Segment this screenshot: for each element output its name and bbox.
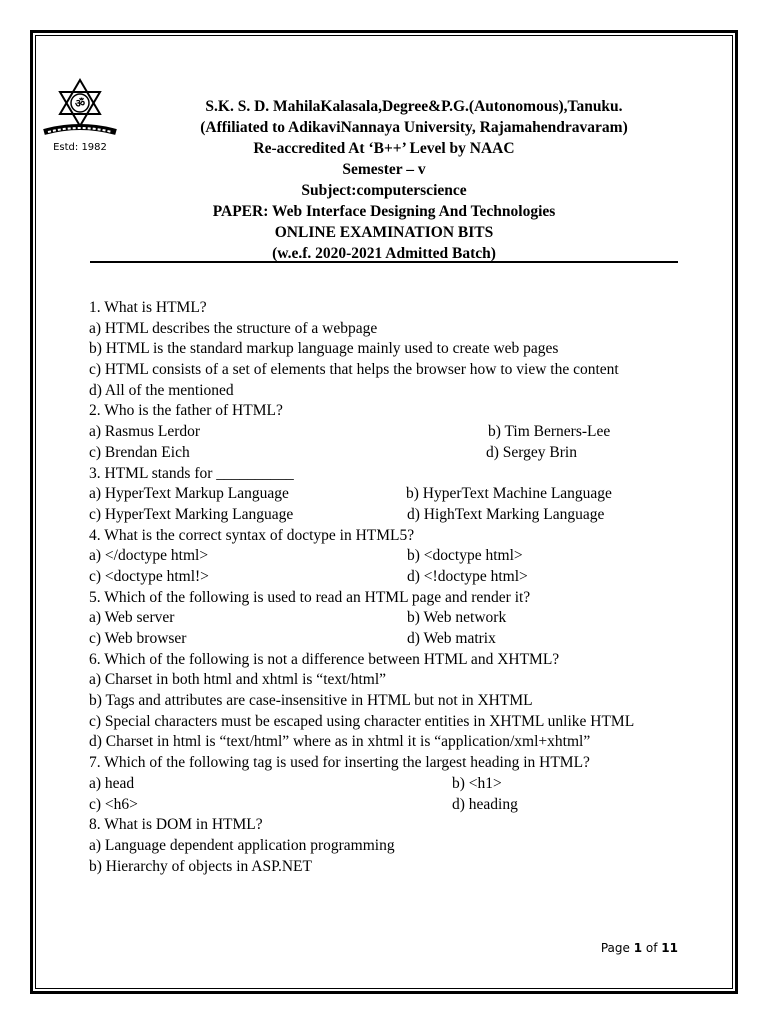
question-8: 8. What is DOM in HTML? bbox=[89, 816, 263, 834]
option: c) Special characters must be escaped using character entities in XHTML unlike HTML bbox=[89, 712, 635, 730]
svg-text:ॐ: ॐ bbox=[74, 97, 86, 110]
option: a) Rasmus Lerdor bbox=[89, 423, 201, 441]
question-2: 2. Who is the father of HTML? bbox=[89, 402, 283, 420]
affiliation: (Affiliated to AdikaviNannaya University, Rajamahendravaram) bbox=[200, 119, 628, 136]
option: a) HTML describes the structure of a webpage bbox=[89, 319, 378, 337]
header-divider bbox=[90, 261, 678, 263]
option-row bbox=[89, 546, 689, 567]
option: c) Web browser bbox=[89, 630, 187, 648]
option: c) HTML consists of a set of elements that helps the browser how to view the content bbox=[89, 361, 619, 379]
question-7: 7. Which of the following tag is used for inserting the largest heading in HTML? bbox=[89, 754, 590, 772]
option: a) head bbox=[89, 774, 135, 792]
option: d) Charset in html is “text/html” where as in xhtml it is “application/xml+xhtml” bbox=[89, 733, 591, 751]
option: d) Sergey Brin bbox=[486, 443, 577, 461]
option-row bbox=[89, 774, 689, 795]
semester: Semester – v bbox=[342, 161, 426, 178]
option-row bbox=[89, 629, 689, 650]
option: a) Charset in both html and xhtml is “text/html” bbox=[89, 671, 387, 689]
option-row bbox=[89, 567, 689, 588]
option: b) HTML is the standard markup language mainly used to create web pages bbox=[89, 340, 559, 358]
option: b) Hierarchy of objects in ASP.NET bbox=[89, 857, 312, 875]
option: a) HyperText Markup Language bbox=[89, 485, 289, 503]
option: d) HighText Marking Language bbox=[407, 505, 605, 523]
question-6: 6. Which of the following is not a difference between HTML and XHTML? bbox=[89, 650, 560, 668]
current-page: 1 bbox=[633, 941, 643, 955]
college-name: S.K. S. D. MahilaKalasala,Degree&P.G.(Autonomous),Tanuku. bbox=[205, 98, 623, 115]
option: b) <doctype html> bbox=[407, 547, 523, 565]
subject: Subject:computerscience bbox=[301, 182, 467, 199]
of-word: of bbox=[645, 941, 658, 955]
option: c) <doctype html!> bbox=[89, 567, 209, 585]
question-3: 3. HTML stands for __________ bbox=[89, 464, 294, 482]
option: a) </doctype html> bbox=[89, 547, 209, 565]
option: b) Tim Berners-Lee bbox=[488, 423, 611, 441]
option: d) <!doctype html> bbox=[407, 567, 528, 585]
question-1: 1. What is HTML? bbox=[89, 299, 207, 316]
option: c) <h6> bbox=[89, 795, 138, 813]
option: b) <h1> bbox=[452, 774, 502, 792]
option-row bbox=[89, 422, 689, 443]
option: a) Language dependent application programming bbox=[89, 836, 395, 854]
exam-title: ONLINE EXAMINATION BITS bbox=[274, 224, 494, 241]
question-list bbox=[89, 298, 689, 877]
question-5: 5. Which of the following is used to read an HTML page and render it? bbox=[89, 588, 531, 606]
option-row bbox=[89, 795, 689, 816]
question-4: 4. What is the correct syntax of doctype in HTML5? bbox=[89, 526, 415, 544]
option: b) Web network bbox=[407, 609, 507, 627]
document-header bbox=[90, 96, 678, 264]
option: c) HyperText Marking Language bbox=[89, 505, 294, 523]
option-row bbox=[89, 505, 689, 526]
accreditation: Re-accredited At ‘B++’ Level by NAAC bbox=[253, 140, 515, 157]
page-word: Page bbox=[600, 941, 630, 955]
paper-title: PAPER: Web Interface Designing And Technologies bbox=[212, 203, 556, 220]
option: a) Web server bbox=[89, 609, 175, 627]
option: b) Tags and attributes are case-insensitive in HTML but not in XHTML bbox=[89, 692, 533, 710]
option-row bbox=[89, 608, 689, 629]
total-pages: 11 bbox=[661, 941, 678, 955]
option: d) Web matrix bbox=[407, 630, 496, 648]
option: b) HyperText Machine Language bbox=[406, 485, 612, 503]
page-number bbox=[601, 941, 678, 955]
option-row bbox=[89, 443, 689, 464]
option: c) Brendan Eich bbox=[89, 443, 190, 461]
option: d) All of the mentioned bbox=[89, 381, 234, 399]
option-row bbox=[89, 484, 689, 505]
option: d) heading bbox=[452, 795, 518, 813]
batch: (w.e.f. 2020-2021 Admitted Batch) bbox=[272, 245, 496, 262]
logo-estd-text: Estd: 1982 bbox=[53, 142, 107, 152]
